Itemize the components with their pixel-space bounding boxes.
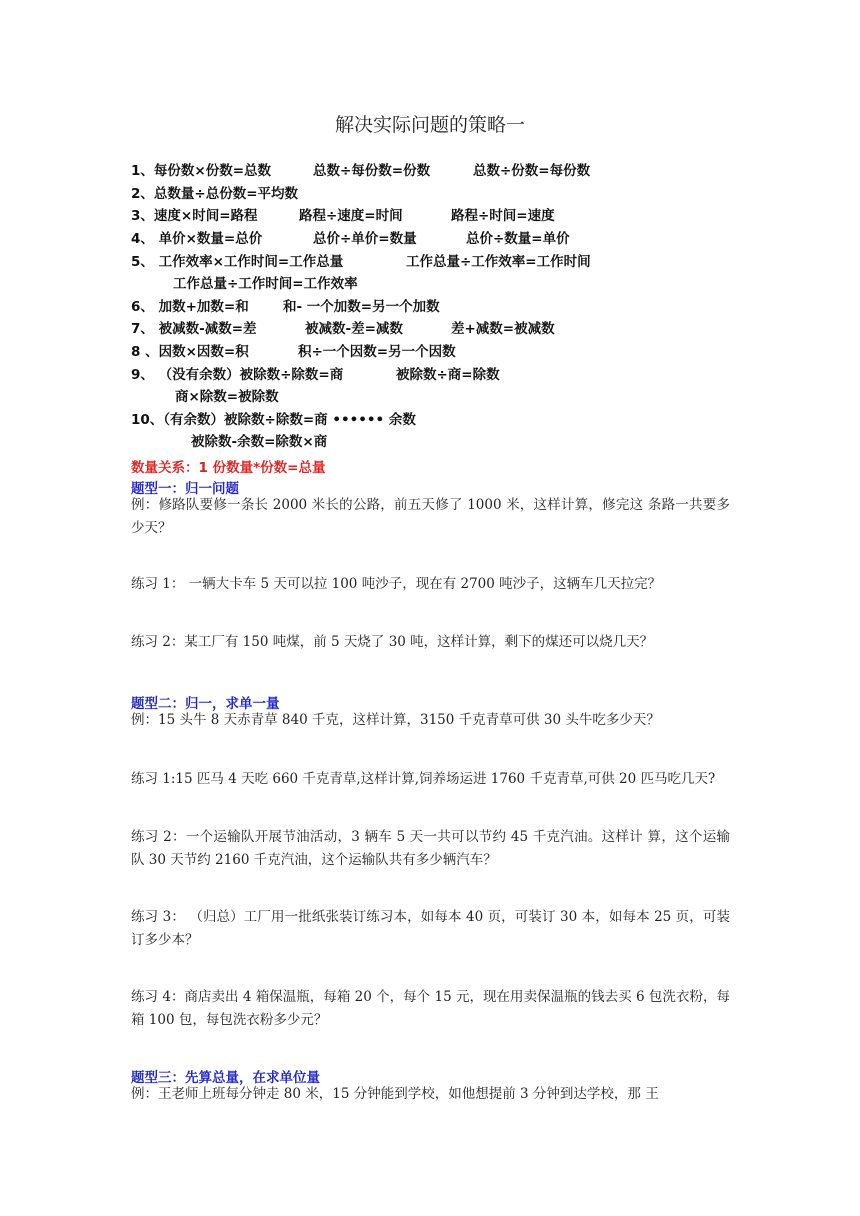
formula-7b: 被减数-差=减数 [305,321,403,337]
page-title: 解决实际问题的策略一 [334,114,525,136]
formula-5b: 工作总量÷工作效率=工作时间 [406,254,591,270]
quantity-relation: 数量关系：1 份数量*份数=总量 [131,460,326,476]
type2-exercise-3: 练习 3： （归总）工厂用一批纸张装订练习本，如每本 40 页，可装订 30 本，如每本 25 页，可装订多少本？ [131,909,730,948]
formula-6b: 和- 一个加数=另一个加数 [283,299,440,315]
formula-6a: 6、 加数+加数=和 [131,299,249,315]
formula-1c: 总数÷份数=每份数 [473,163,591,179]
type1-heading: 题型一：归一问题 [131,481,239,497]
type2-exercise-4: 练习 4：商店卖出 4 箱保温瓶，每箱 20 个，每个 15 元，现在用卖保温瓶的钱去买 6 包洗衣粉，每箱 100 包，每包洗衣粉多少元？ [131,989,730,1028]
formula-10b: 被除数-余数=除数×商 [191,434,328,450]
formula-3b: 路程÷速度=时间 [299,208,403,224]
formula-7c: 差+减数=被减数 [451,321,555,337]
formula-7a: 7、 被减数-减数=差 [131,321,257,337]
type2-example: 例：15 头牛 8 天赤青草 840 千克，这样计算，3150 千克青草可供 30 头牛吃多少天？ [131,712,660,728]
formula-3c: 路程÷时间=速度 [451,208,555,224]
formula-3a: 3、速度×时间=路程 [131,208,258,224]
formula-4a: 4、 单价×数量=总价 [131,231,263,247]
type1-exercise-1: 练习 1： 一辆大卡车 5 天可以拉 100 吨沙子，现在有 2700 吨沙子，这辆车几天拉完？ [131,576,662,592]
formula-9c: 商×除数=被除数 [175,389,279,405]
type2-heading: 题型二：归一，求单一量 [131,696,280,712]
type2-exercise-2: 练习 2：一个运输队开展节油活动，3 辆车 5 天一共可以节约 45 千克汽油。这样计 算，这个运输队 30 天节约 2160 千克汽油，这个运输队共有多少辆汽车？ [131,829,730,868]
type1-exercise-2: 练习 2：某工厂有 150 吨煤，前 5 天烧了 30 吨，这样计算，剩下的煤还可以烧几天？ [131,634,654,650]
formula-1a: 1、每份数×份数=总数 [131,163,272,179]
type2-exercise-1: 练习 1:15 匹马 4 天吃 660 千克青草,这样计算,饲养场运进 1760 千克青草,可供 20 匹马吃几天? [131,771,716,787]
formula-5c: 工作总量÷工作时间=工作效率 [173,276,358,292]
formula-5a: 5、 工作效率×工作时间=工作总量 [131,254,344,270]
formula-4b: 总价÷单价=数量 [313,231,417,247]
formula-9b: 被除数÷商=除数 [396,367,500,383]
type1-example: 例：修路队要修一条长 2000 米长的公路，前五天修了 1000 米，这样计算，修完这 条路一共要多少天？ [131,497,730,536]
formula-9a: 9、 （没有余数）被除数÷除数=商 [131,367,344,383]
formula-2a: 2、总数量÷总份数=平均数 [131,186,299,202]
formula-8b: 积÷一个因数=另一个因数 [298,344,456,360]
formula-8a: 8 、因数×因数=积 [131,344,249,360]
formula-10a: 10、（有余数）被除数÷除数=商 •••••• 余数 [131,412,416,428]
type3-heading: 题型三：先算总量，在求单位量 [131,1070,320,1086]
formula-1b: 总数÷每份数=份数 [313,163,431,179]
type3-example: 例：王老师上班每分钟走 80 米，15 分钟能到学校，如他想提前 3 分钟到达学校，那 王 [131,1086,659,1102]
formula-4c: 总价÷数量=单价 [466,231,570,247]
